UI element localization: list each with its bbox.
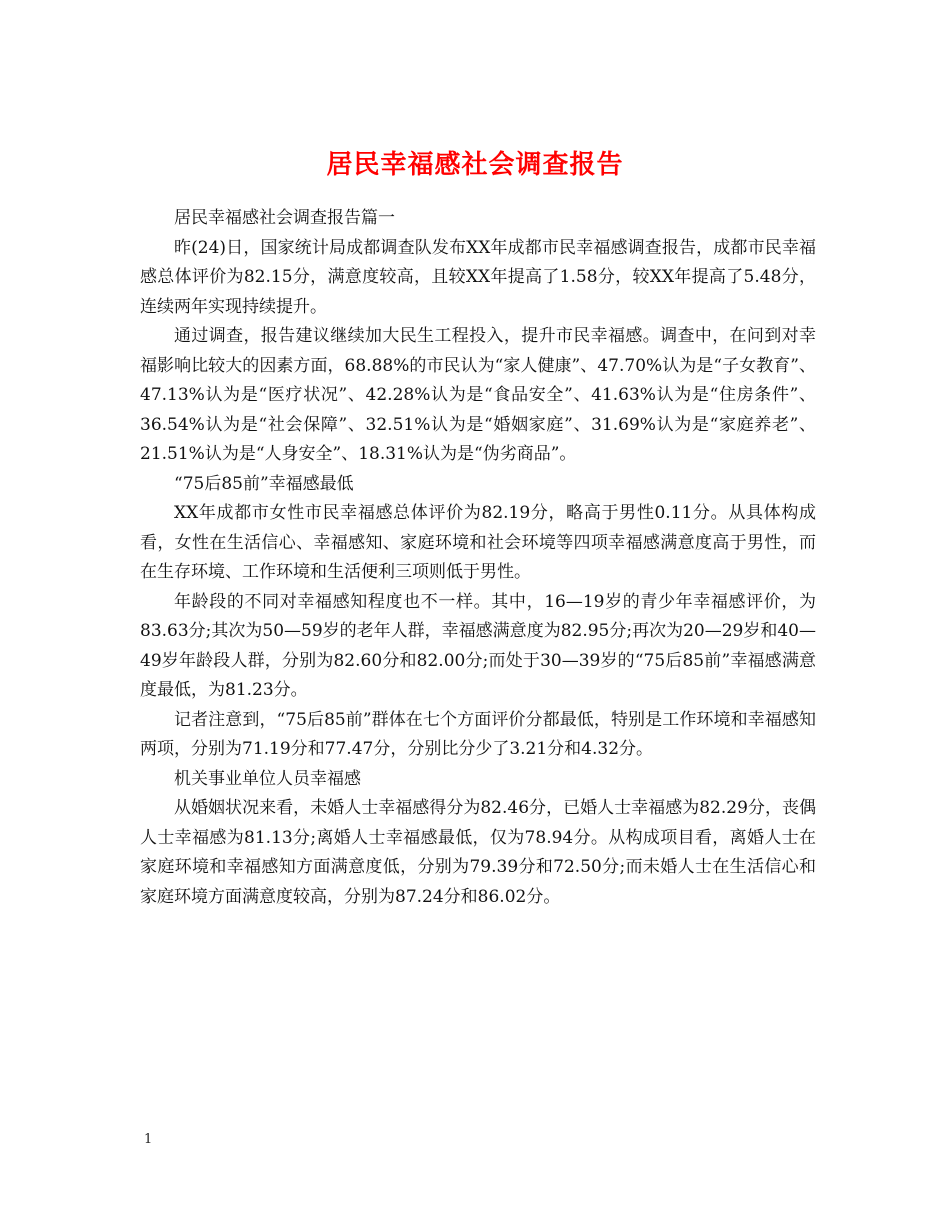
paragraph-section-heading: 居民幸福感社会调查报告篇一	[174, 208, 395, 228]
paragraph: 年龄段的不同对幸福感知程度也不一样。其中，16—19岁的青少年幸福感评价，为83.63分;其次为50—59岁的老年人群，幸福感满意度为82.95分;再次为20—29岁和40—49岁年龄段人群，分别为82.60分和82.00分;而处于30—39岁的“75后85前”幸福感满意度最低，为81.23分。	[140, 591, 816, 700]
paragraph-subheading: 机关事业单位人员幸福感	[174, 768, 361, 789]
paragraph: 从婚姻状况来看，未婚人士幸福感得分为82.46分，已婚人士幸福感为82.29分，丧偶人士幸福感为81.13分;离婚人士幸福感最低，仅为78.94分。从构成项目看，离婚人士在家庭环境和幸福感知方面满意度低，分别为79.39分和72.50分;而未婚人士在生活信心和家庭环境方面满意度较高，分别为87.24分和86.02分。	[140, 798, 816, 907]
document-body	[140, 204, 816, 912]
paragraph: 记者注意到，“75后85前”群体在七个方面评价分都最低，特别是工作环境和幸福感知两项，分别为71.19分和77.47分，分别比分少了3.21分和4.32分。	[140, 709, 816, 759]
page-title: 居民幸福感社会调查报告	[326, 150, 624, 181]
paragraph-subheading: “75后85前”幸福感最低	[174, 473, 354, 494]
paragraph: 昨(24)日，国家统计局成都调查队发布XX年成都市民幸福感调查报告，成都市民幸福感总体评价为82.15分，满意度较高，且较XX年提高了1.58分，较XX年提高了5.48分，连续两年实现持续提升。	[140, 237, 816, 317]
paragraph: XX年成都市女性市民幸福感总体评价为82.19分，略高于男性0.11分。从具体构成看，女性在生活信心、幸福感知、家庭环境和社会环境等四项幸福感满意度高于男性，而在生存环境、工作环境和生活便利三项则低于男性。	[140, 503, 816, 582]
page-number: 1	[144, 1132, 153, 1147]
paragraph: 通过调查，报告建议继续加大民生工程投入，提升市民幸福感。调查中，在问到对幸福影响比较大的因素方面，68.88%的市民认为“家人健康”、47.70%认为是“子女教育”、47.13%认为是“医疗状况”、42.28%认为是“食品安全”、41.63%认为是“住房条件”、36.54%认为是“社会保障”、32.51%认为是“婚姻家庭”、31.69%认为是“家庭养老”、21.51%认为是“人身安全”、18.31%认为是“伪劣商品”。	[140, 326, 816, 464]
